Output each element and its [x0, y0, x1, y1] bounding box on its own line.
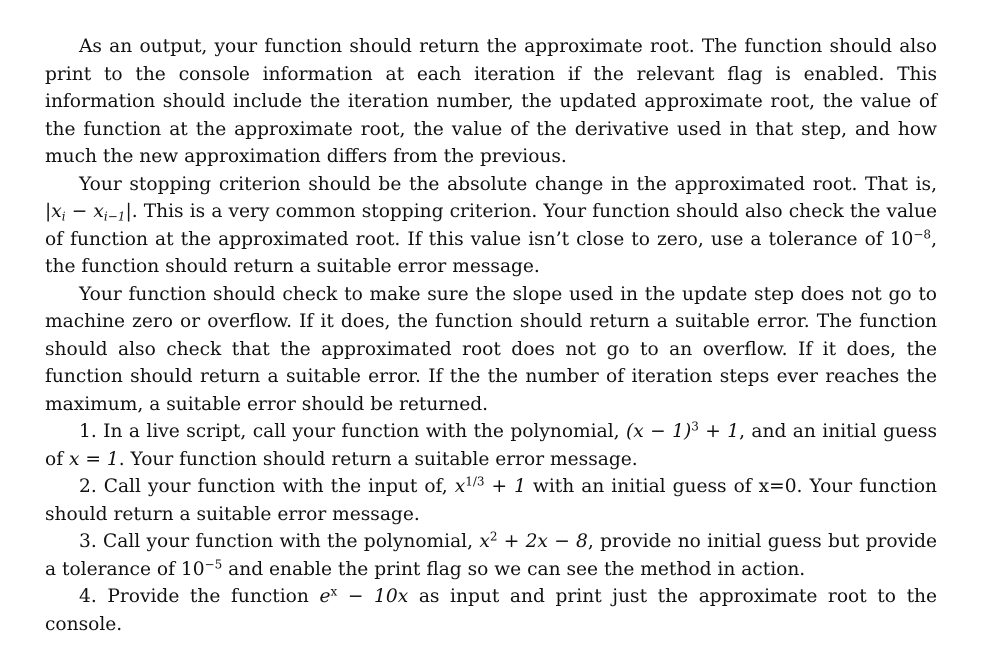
text-span: Call your function with the polynomial, [103, 531, 480, 552]
math-initial-guess: x = 1 [69, 448, 119, 470]
math-exponential: $e^x - 10x$ [319, 584, 409, 607]
text-span: , the function should return a suitable error message. [45, 228, 937, 277]
math-quadratic: $x^2 + 2x - 8$ [479, 529, 588, 552]
math-abs-change: $|x_i - x_{i-1}|$ [45, 201, 132, 224]
exponent: −5 [204, 556, 223, 571]
text-span: and enable the print flag so we can see the method in action. [222, 558, 806, 580]
text-span: , provide no initial guess but provide a tolerance of 10 [45, 531, 937, 580]
text-span: . This is a very common stopping criterion. Your function should also check the value of function at the approximated root. If this value isn’t close to zero, use a tolerance of 10 [45, 201, 937, 250]
paragraph-stopping-criterion [45, 171, 937, 281]
item-number: 1. [79, 421, 97, 442]
text-span: Call your function with the input of, [103, 476, 455, 497]
paragraph-output: As an output, your function should return the approximate root. The function should also print to the console information at each iteration if the relevant flag is enabled. This information should include the iteration number, the updated approximate root, the value of the function at the approximate root, the value of the derivative used in that step, and how much the new approximation differs from the previous. [45, 36, 937, 167]
list-item-3 [45, 528, 937, 583]
item-number: 3. [79, 531, 97, 552]
text-span: . Your function should return a suitable error message. [118, 448, 638, 470]
math-cube-root: $x^{1/3} + 1$ [454, 474, 526, 497]
math-polynomial: $(x - 1)^3 + 1$ [625, 419, 740, 442]
list-item-2 [45, 473, 937, 528]
paragraph-slope-check: Your function should check to make sure the slope used in the update step does not go to machine zero or overflow. If it does, the function should return a suitable error. The function should also check that the approximated root does not go to an overflow. If it does, the function should return a suitable error. If the the number of iteration steps ever reaches the maximum, a suitable error should be returned. [45, 283, 937, 415]
exponent: −8 [913, 226, 932, 241]
text-span: Provide the function [107, 586, 320, 607]
text-span: with an initial guess of x=0. Your function should return a suitable error message. [45, 476, 937, 525]
text-span: as input and print just the approximate root to the console. [45, 586, 938, 635]
list-item-4 [45, 583, 937, 638]
list-item-1 [45, 418, 937, 473]
document-body [45, 33, 937, 638]
text-span: In a live script, call your function with the polynomial, [103, 421, 626, 442]
item-number: 4. [79, 586, 97, 607]
text-span: Your stopping criterion should be the absolute change in the approximated root. That is, [79, 173, 937, 195]
item-number: 2. [79, 476, 97, 497]
text-span: , and an initial guess of [45, 421, 937, 470]
